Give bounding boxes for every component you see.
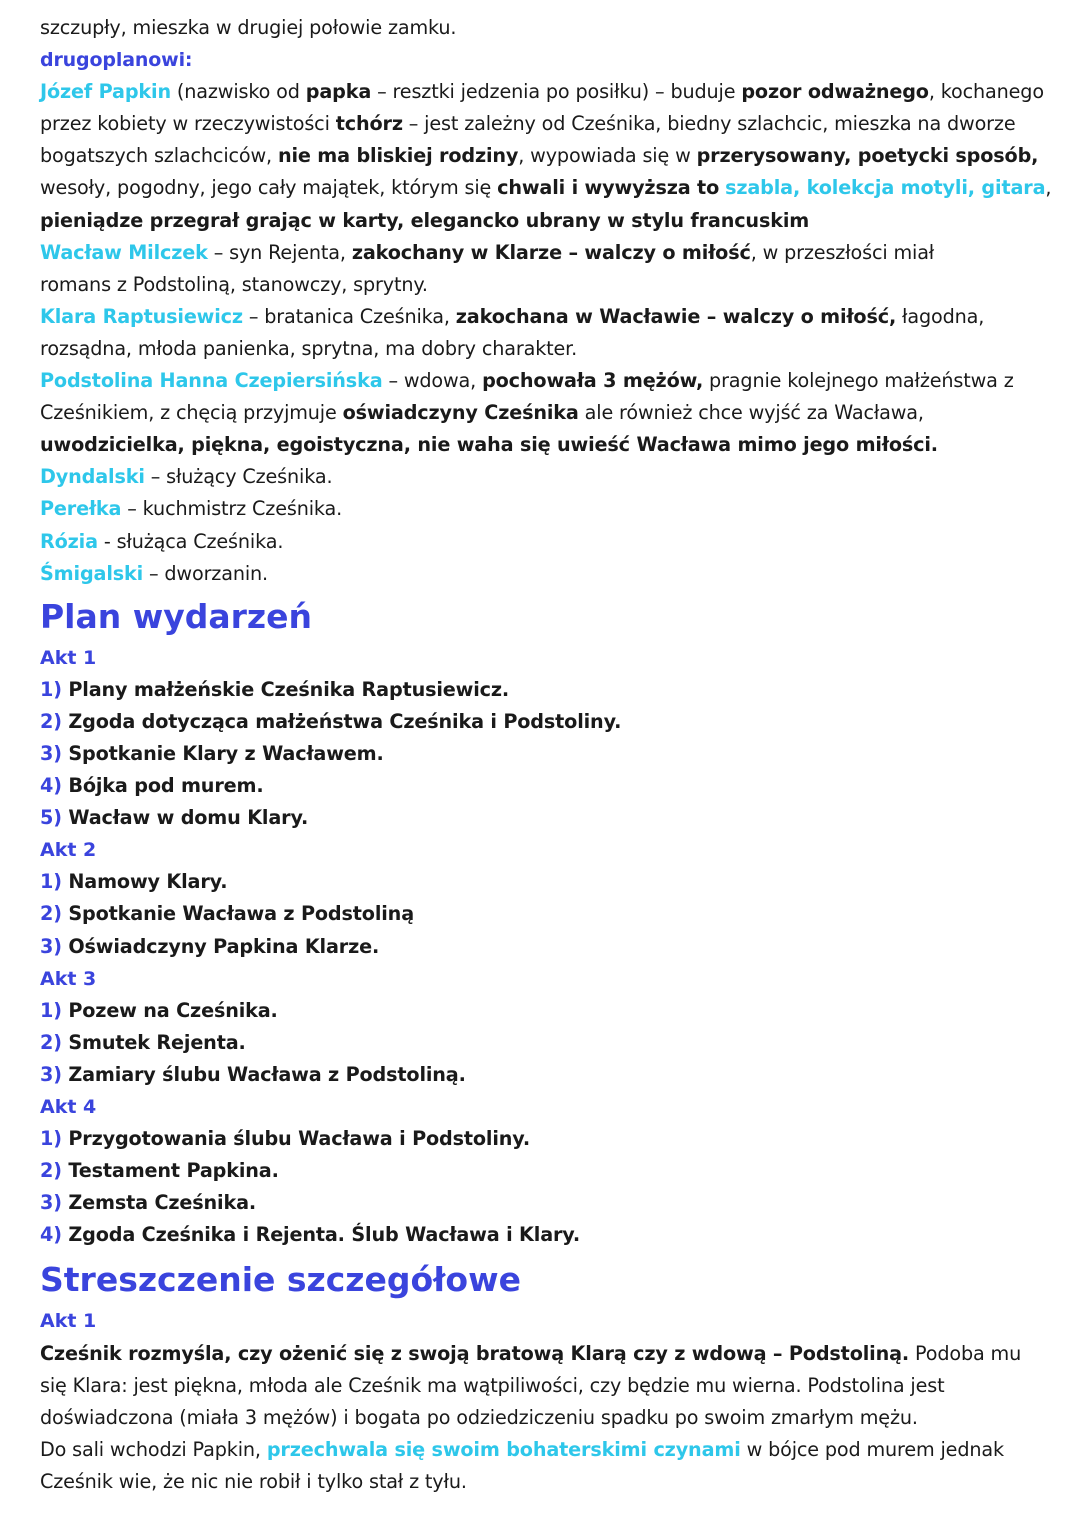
- list-item: [40, 995, 1065, 1027]
- act-label: Akt 1: [40, 1310, 97, 1333]
- character-name: Podstolina Hanna Czepiersińska: [40, 369, 383, 393]
- text: chwali i wywyższa to: [497, 176, 720, 200]
- item-number: 2): [40, 1030, 62, 1054]
- section-heading-summary: Streszczenie szczegółowe: [40, 1260, 521, 1300]
- text: – kuchmistrz Cześnika.: [121, 497, 343, 521]
- character-minor: [40, 461, 1065, 493]
- text: – syn Rejenta,: [207, 240, 352, 264]
- text: pochowała 3 mężów,: [482, 369, 704, 393]
- section-label-secondary: drugoplanowi:: [40, 49, 193, 72]
- text: tchórz: [335, 112, 403, 136]
- text: Do sali wchodzi Papkin,: [40, 1437, 267, 1461]
- list-item: [40, 674, 1065, 706]
- item-number: 3): [40, 934, 62, 958]
- act-label: Akt 3: [40, 967, 97, 990]
- text: , wypowiada się w: [518, 144, 697, 168]
- text: Podoba mu się Klara: jest piękna, młoda ale Cześnik ma wątpiliwości, czy będzie mu wierna. Podstolina jest doświadczona (miała 3 mężów) i bogata po odziedziczeniu spadku po swoim zmarłym mężu.: [40, 1341, 1022, 1429]
- character-name: Wacław Milczek: [40, 240, 208, 264]
- text: pragnie kolejnego małżeństwa z Cześnikiem, z chęcią przyjmuje: [40, 369, 1014, 425]
- character-minor: [40, 493, 1065, 525]
- item-text: Pozew na Cześnika.: [61, 998, 278, 1022]
- item-number: 2): [40, 1159, 62, 1183]
- item-text: Smutek Rejenta.: [61, 1030, 246, 1054]
- item-number: 5): [40, 806, 62, 830]
- text: oświadczyny Cześnika: [342, 401, 579, 425]
- text: wesoły, pogodny, jego cały majątek, którym się: [40, 176, 498, 200]
- item-number: 2): [40, 709, 62, 733]
- item-number: 3): [40, 741, 62, 765]
- item-text: Zgoda dotycząca małżeństwa Cześnika i Podstoliny.: [61, 709, 622, 733]
- list-item: [40, 1187, 1065, 1219]
- text: – dworzanin.: [143, 561, 268, 585]
- item-text: Oświadczyny Papkina Klarze.: [61, 934, 380, 958]
- character-minor: [40, 526, 1065, 558]
- list-item: [40, 1219, 1065, 1251]
- text: – wdowa,: [382, 369, 483, 393]
- text: ale również chce wyjść za Wacława,: [578, 401, 924, 425]
- text: – jest zależny od Cześnika, biedny szlachcic, mieszka na dworze bogatszych szlachciców,: [40, 112, 1016, 168]
- character-name: Klara Raptusiewicz: [40, 304, 243, 328]
- text: Cześnik rozmyśla, czy ożenić się z swoją bratową Klarą czy z wdową – Podstoliną.: [40, 1341, 910, 1365]
- item-text: Plany małżeńskie Cześnika Raptusiewicz.: [61, 677, 510, 701]
- character-klara: [40, 301, 1040, 365]
- item-number: 4): [40, 1223, 62, 1247]
- item-number: 3): [40, 1062, 62, 1086]
- list-item: [40, 931, 1065, 963]
- list-item: [40, 738, 1065, 770]
- list-item: [40, 802, 1065, 834]
- list-item: [40, 1155, 1065, 1187]
- item-number: 1): [40, 870, 62, 894]
- item-number: 4): [40, 774, 62, 798]
- summary-paragraph: [40, 1434, 1055, 1498]
- list-item: [40, 1027, 1065, 1059]
- character-name: Perełka: [40, 497, 122, 521]
- item-number: 2): [40, 902, 62, 926]
- text: , kochanego przez kobiety w rzeczywistości: [40, 80, 1044, 136]
- item-text: Przygotowania ślubu Wacława i Podstoliny.: [61, 1127, 531, 1151]
- item-text: Spotkanie Wacława z Podstoliną: [61, 902, 414, 926]
- text: pieniądze przegrał grając w karty, elegancko ubrany w stylu francuskim: [40, 208, 810, 232]
- item-text: Wacław w domu Klary.: [61, 806, 309, 830]
- text: uwodzicielka, piękna, egoistyczna, nie waha się uwieść Wacława mimo jego miłości.: [40, 433, 938, 457]
- text: , w przeszłości miał romans z Podstoliną, stanowczy, sprytny.: [40, 240, 935, 296]
- item-text: Zemsta Cześnika.: [61, 1191, 257, 1215]
- text: w bójce pod murem jednak Cześnik wie, że nic nie robił i tylko stał z tyłu.: [40, 1437, 1004, 1493]
- act-label: Akt 2: [40, 839, 97, 862]
- character-papkin: [40, 76, 1065, 236]
- list-item: [40, 770, 1065, 802]
- item-number: 3): [40, 1191, 62, 1215]
- item-number: 1): [40, 998, 62, 1022]
- text: – bratanica Cześnika,: [242, 304, 456, 328]
- item-text: Testament Papkina.: [61, 1159, 279, 1183]
- character-waclaw: [40, 237, 1000, 301]
- list-item: [40, 866, 1065, 898]
- item-number: 1): [40, 1127, 62, 1151]
- text: przerysowany, poetycki sposób,: [696, 144, 1039, 168]
- item-text: Zamiary ślubu Wacława z Podstoliną.: [61, 1062, 466, 1086]
- document-page: [40, 12, 1065, 1498]
- character-podstolina: [40, 365, 1065, 461]
- list-item: [40, 706, 1065, 738]
- text: – resztki jedzenia po posiłku) – buduje: [371, 80, 742, 104]
- item-text: Zgoda Cześnika i Rejenta. Ślub Wacława i Klary.: [61, 1223, 581, 1247]
- character-name: Józef Papkin: [40, 80, 171, 104]
- text: – służący Cześnika.: [144, 465, 333, 489]
- item-number: 1): [40, 677, 62, 701]
- text: - służąca Cześnika.: [97, 529, 284, 553]
- character-name: Rózia: [40, 529, 98, 553]
- text-line: szczupły, mieszka w drugiej połowie zamku.: [40, 16, 457, 39]
- text: pozor odważnego: [741, 80, 929, 104]
- text: papka: [305, 80, 372, 104]
- act-label: Akt 1: [40, 646, 97, 669]
- character-minor: [40, 558, 1065, 590]
- character-name: Dyndalski: [40, 465, 145, 489]
- character-name: Śmigalski: [40, 561, 144, 585]
- section-heading-plan: Plan wydarzeń: [40, 596, 312, 636]
- list-item: [40, 1059, 1065, 1091]
- item-text: Namowy Klary.: [61, 870, 228, 894]
- summary-paragraph: [40, 1338, 1050, 1434]
- list-item: [40, 1123, 1065, 1155]
- item-text: Bójka pod murem.: [61, 774, 264, 798]
- highlight-text: szabla, kolekcja motyli, gitara: [725, 176, 1046, 200]
- act-label: Akt 4: [40, 1096, 97, 1118]
- list-item: [40, 898, 1065, 930]
- text: (nazwisko od: [170, 80, 306, 104]
- text: zakochana w Wacławie – walczy o miłość,: [455, 304, 897, 328]
- text: łagodna, rozsądna, młoda panienka, sprytna, ma dobry charakter.: [40, 304, 985, 360]
- text: nie ma bliskiej rodziny: [277, 144, 519, 168]
- item-text: Spotkanie Klary z Wacławem.: [61, 741, 384, 765]
- text: ,: [1045, 176, 1052, 200]
- text: zakochany w Klarze – walczy o miłość: [351, 240, 751, 264]
- highlight-text: przechwala się swoim bohaterskimi czynami: [266, 1437, 741, 1461]
